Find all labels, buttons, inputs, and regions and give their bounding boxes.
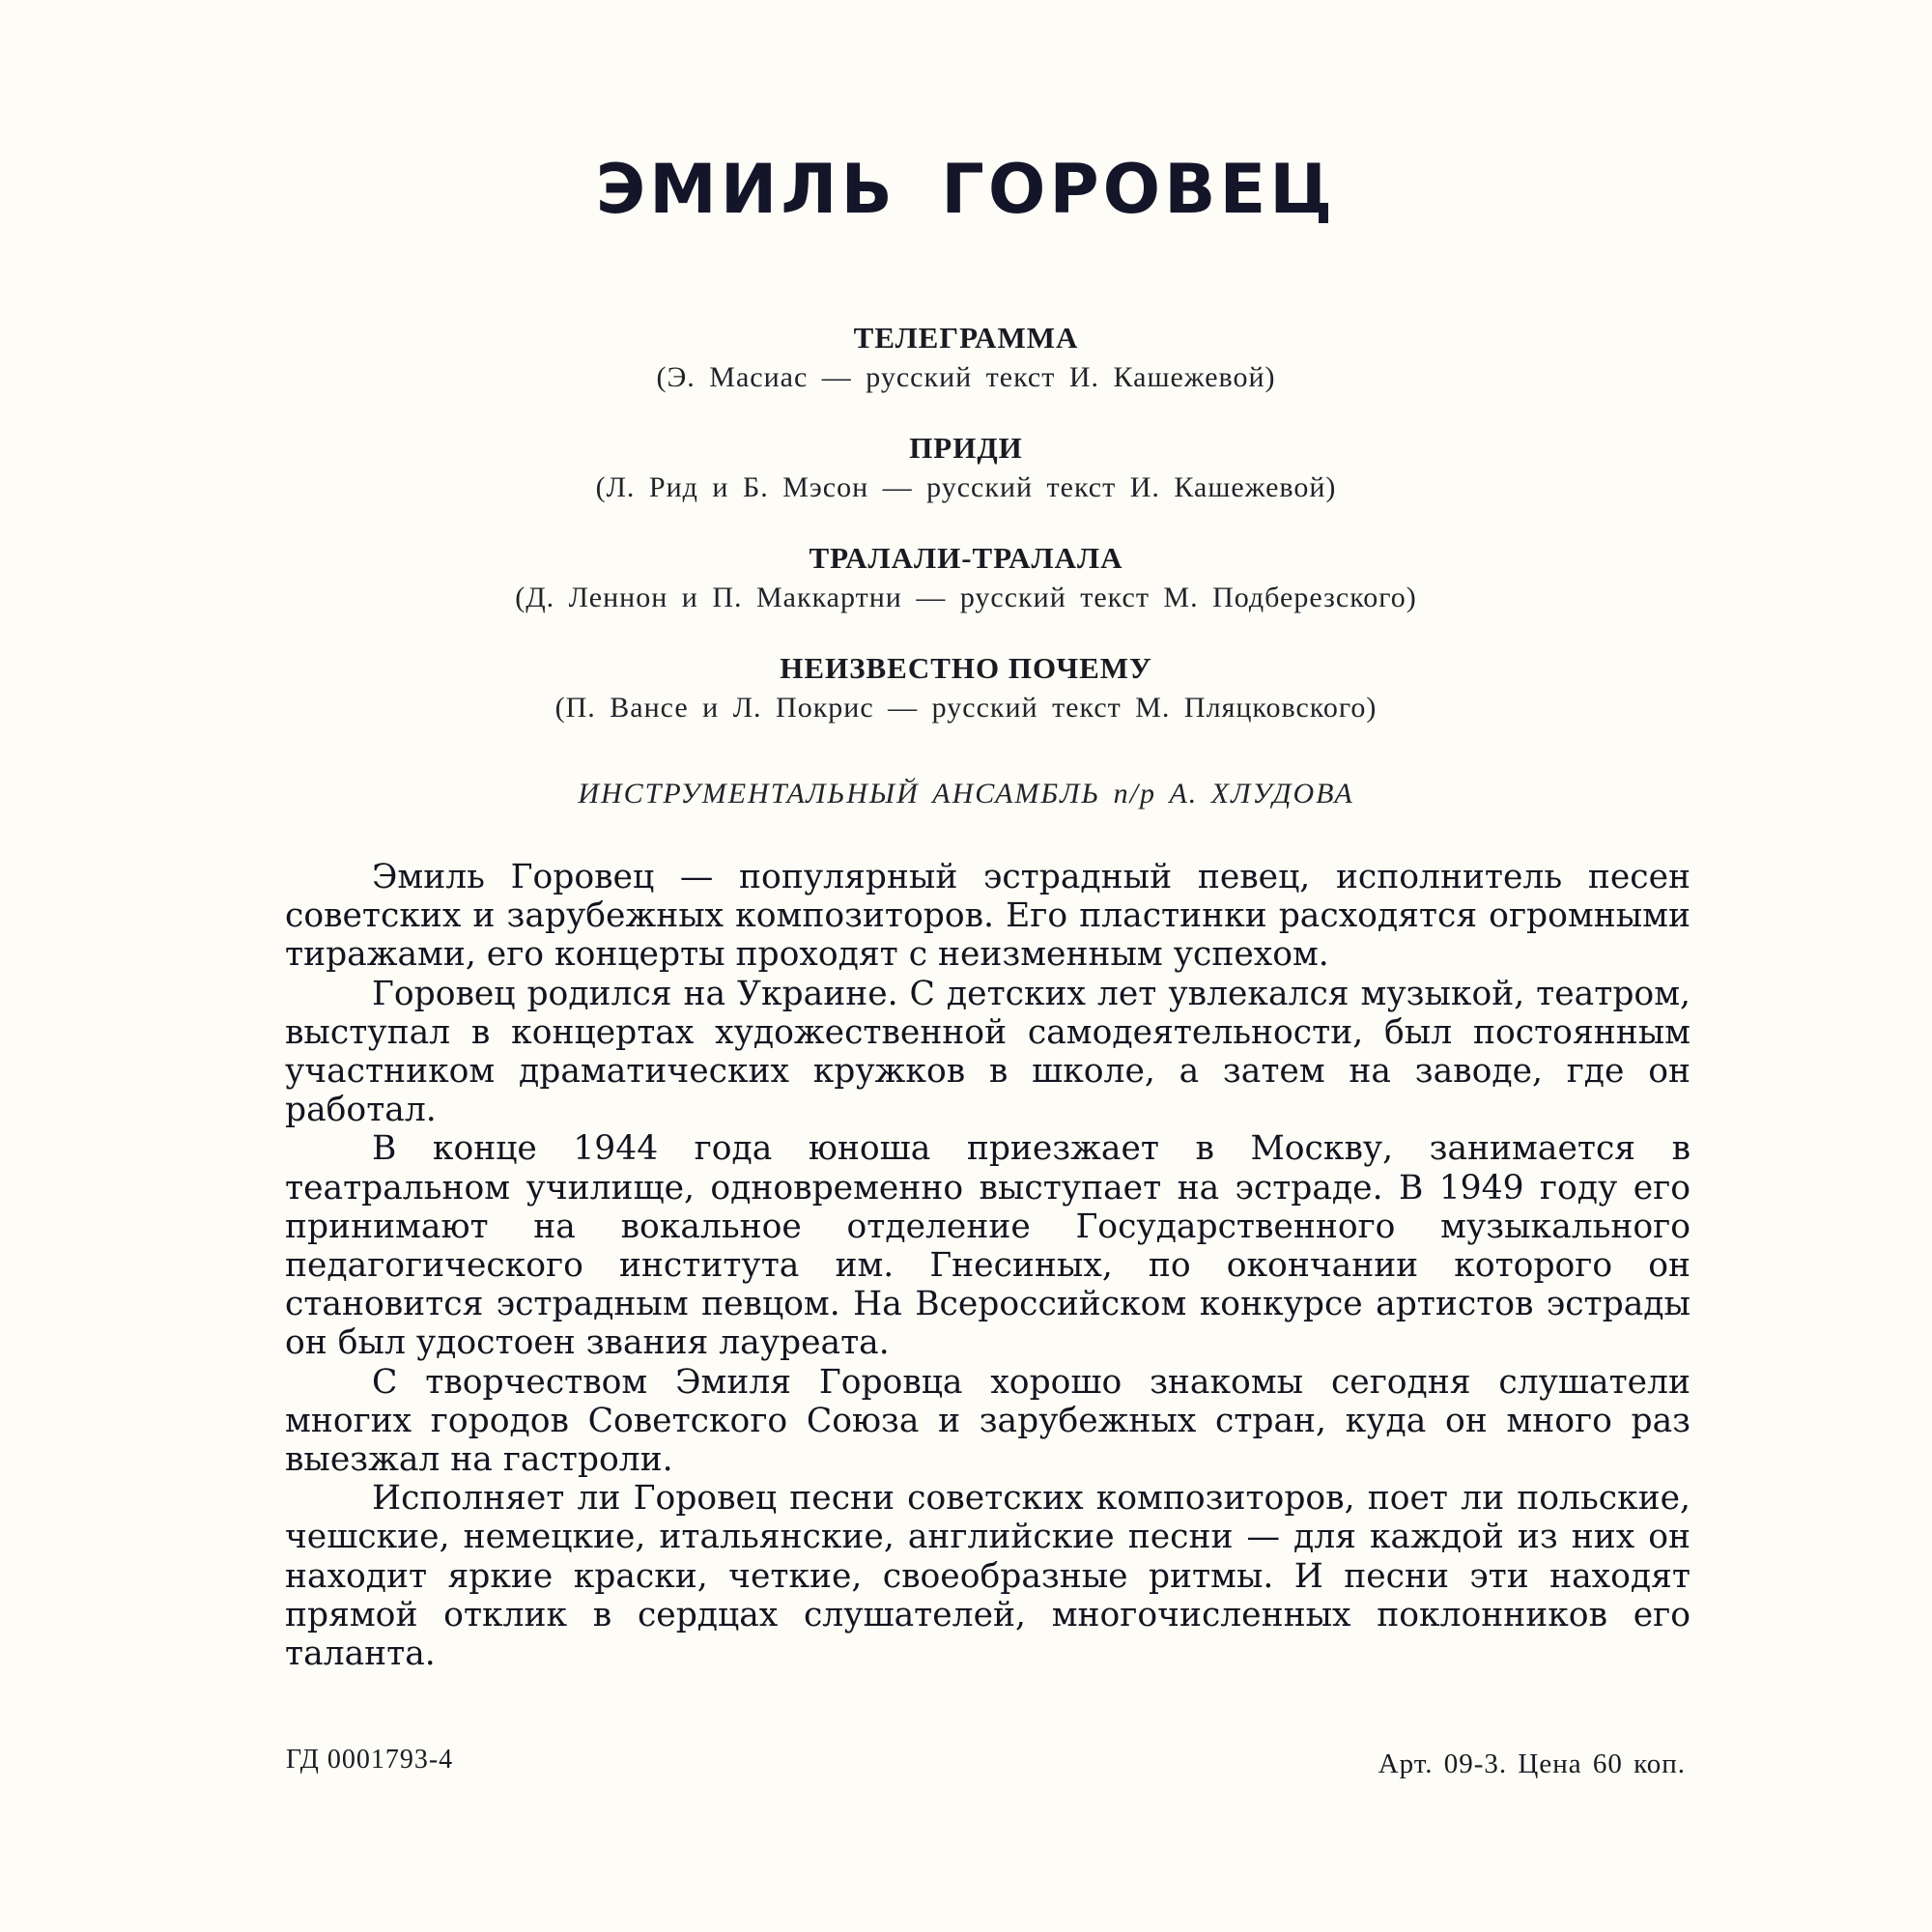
track-item [0, 319, 1932, 398]
track-list [0, 319, 1932, 759]
track-credit: (Д. Леннон и П. Маккартни — русский текст М. Подберезского) [515, 582, 1417, 613]
biography-text [285, 858, 1690, 1673]
catalog-number: ГД 0001793-4 [286, 1745, 454, 1775]
bio-paragraph: В конце 1944 года юноша приезжает в Москву, занимается в театральном училище, одновременно выступает на эстраде. В 1949 году его принимают на вокальное отделение Государственного музыкального педагогического института им. Гнесиных, по окончании которого он становится эстрадным певцом. На Всероссийском конкурсе артистов эстрады он был удостоен звания лауреата. [285, 1129, 1690, 1363]
track-credit: (П. Вансе и Л. Покрис — русский текст М. Пляцковского) [554, 692, 1378, 724]
track-credit: (Э. Масиас — русский текст И. Кашежевой) [656, 361, 1276, 393]
track-item [0, 539, 1932, 618]
artist-name: ЭМИЛЬ ГОРОВЕЦ [595, 150, 1337, 229]
track-title: ТЕЛЕГРАММА [853, 321, 1079, 355]
bio-paragraph: Эмиль Горовец — популярный эстрадный певец, исполнитель песен советских и зарубежных композиторов. Его пластинки расходятся огромными тиражами, его концерты проходят с неизменным успехом. [285, 858, 1690, 975]
track-title: НЕИЗВЕСТНО ПОЧЕМУ [780, 651, 1152, 685]
bio-paragraph: Исполняет ли Горовец песни советских композиторов, поет ли польские, чешские, немецкие, итальянские, английские песни — для каждой из них он находит яркие краски, четкие, своеобразные ритмы. И песни эти находят прямой отклик в сердцах слушателей, многочисленных поклонников его таланта. [285, 1479, 1690, 1674]
track-title: ТРАЛАЛИ-ТРАЛАЛА [809, 541, 1123, 575]
track-credit: (Л. Рид и Б. Мэсон — русский текст И. Кашежевой) [595, 471, 1337, 503]
track-title: ПРИДИ [909, 431, 1023, 465]
bio-paragraph: Горовец родился на Украине. С детских лет увлекался музыкой, театром, выступал в концертах художественной самодеятельности, был постоянным участником драматических кружков в школе, а затем на заводе, где он работал. [285, 974, 1690, 1130]
ensemble-credit: ИНСТРУМЕНТАЛЬНЫЙ АНСАМБЛЬ п/р А. ХЛУДОВА [578, 778, 1354, 810]
price-label: Арт. 09-3. Цена 60 коп. [1378, 1748, 1686, 1779]
track-item [0, 649, 1932, 728]
track-item [0, 429, 1932, 508]
bio-paragraph: С творчеством Эмиля Горовца хорошо знакомы сегодня слушатели многих городов Советского Союза и зарубежных стран, куда он много раз выезжал на гастроли. [285, 1362, 1690, 1480]
